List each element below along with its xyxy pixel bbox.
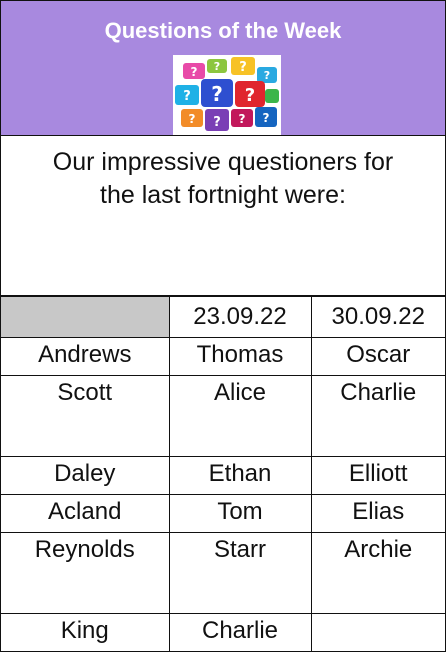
pupil-cell: Elias <box>311 495 445 533</box>
svg-text:?: ? <box>183 89 191 104</box>
svg-text:?: ? <box>213 115 221 130</box>
header-blank-cell <box>1 297 169 338</box>
svg-text:?: ? <box>244 85 256 106</box>
pupil-cell: Charlie <box>169 614 311 652</box>
pupil-cell: Alice <box>169 376 311 457</box>
class-cell: King <box>1 614 169 652</box>
column-header: 30.09.22 <box>311 297 445 338</box>
svg-text:?: ? <box>211 82 223 106</box>
class-cell: Daley <box>1 457 169 495</box>
pupil-cell <box>311 614 445 652</box>
intro-line-1: Our impressive questioners for <box>52 148 394 176</box>
pupil-cell: Charlie <box>311 376 445 457</box>
svg-text:?: ? <box>188 112 196 126</box>
header-banner <box>1 0 445 136</box>
table-row <box>1 533 445 614</box>
page-title: Questions of the Week <box>104 18 342 43</box>
class-cell: Reynolds <box>1 533 169 614</box>
pupil-cell: Tom <box>169 495 311 533</box>
table-row <box>1 338 445 376</box>
svg-text:?: ? <box>190 65 198 79</box>
class-cell: Scott <box>1 376 169 457</box>
class-cell: Acland <box>1 495 169 533</box>
table-row <box>1 457 445 495</box>
table-header-row <box>1 297 445 338</box>
speech-bubbles-icon <box>173 55 281 135</box>
pupil-cell: Starr <box>169 533 311 614</box>
class-cell: Andrews <box>1 338 169 376</box>
table-row <box>1 376 445 457</box>
svg-text:?: ? <box>238 112 246 126</box>
pupil-cell: Thomas <box>169 338 311 376</box>
svg-text:?: ? <box>262 111 270 125</box>
table-row <box>1 614 445 652</box>
intro-text <box>1 136 445 296</box>
svg-text:?: ? <box>263 69 271 82</box>
pupil-cell: Archie <box>311 533 445 614</box>
pupil-cell: Ethan <box>169 457 311 495</box>
svg-text:?: ? <box>239 60 247 75</box>
questioners-table <box>1 296 445 652</box>
intro-line-2: the last fortnight were: <box>100 181 346 209</box>
pupil-cell: Elliott <box>311 457 445 495</box>
column-header: 23.09.22 <box>169 297 311 338</box>
svg-text:?: ? <box>213 60 221 73</box>
table-row <box>1 495 445 533</box>
pupil-cell: Oscar <box>311 338 445 376</box>
